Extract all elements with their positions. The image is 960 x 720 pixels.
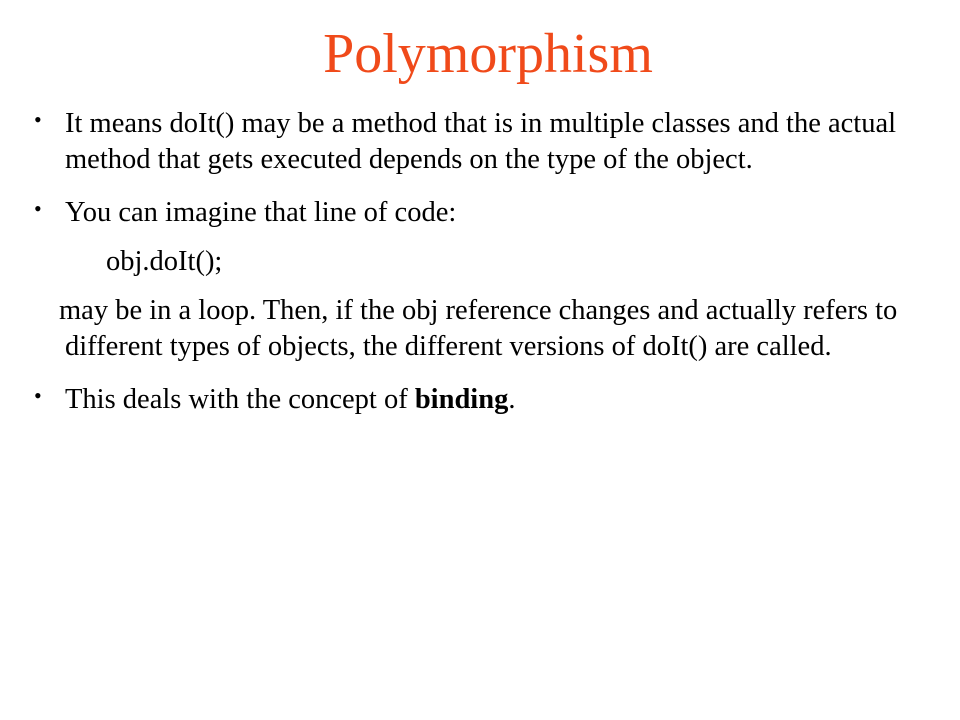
bullet-item bbox=[34, 382, 944, 418]
bullet-icon: • bbox=[34, 383, 42, 408]
bullet-icon: • bbox=[34, 107, 42, 132]
slide-title: Polymorphism bbox=[323, 23, 653, 85]
code-line: obj.doIt(); bbox=[106, 246, 223, 277]
bullet-item bbox=[34, 195, 944, 231]
bullet-text: You can imagine that line of code: bbox=[65, 197, 457, 228]
bullet-item bbox=[34, 106, 944, 178]
slide-body bbox=[34, 106, 944, 418]
bullet-text-suffix: . bbox=[508, 384, 516, 415]
binding-term: binding bbox=[414, 384, 509, 415]
continuation-text bbox=[34, 293, 944, 365]
bullet-text-prefix: This deals with the concept of bbox=[65, 384, 415, 415]
continuation-paragraph: may be in a loop. Then, if the obj reference changes and actually refers to different types of objects, the different versions of doIt() are called. bbox=[59, 295, 898, 362]
bullet-icon: • bbox=[34, 196, 42, 221]
bullet-text: It means doIt() may be a method that is in multiple classes and the actual method that gets executed depends on the type of the object. bbox=[65, 108, 897, 175]
